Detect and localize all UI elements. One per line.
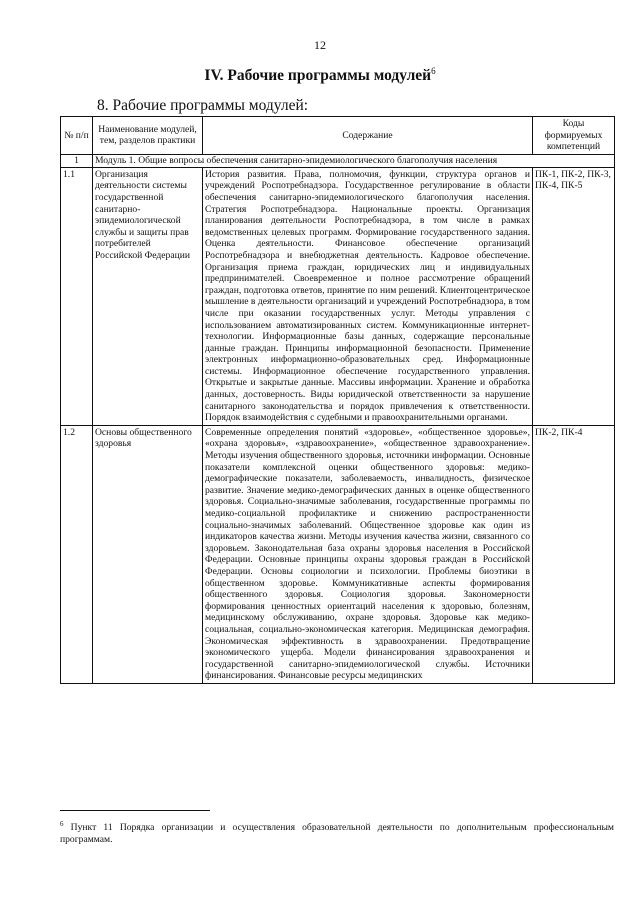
header-num: № п/п — [61, 117, 93, 155]
footnote-divider — [60, 810, 210, 811]
row-content: Современные определения понятий «здоровье», «общественное здоровье», «охрана здоровья», «здравоохранение», «общественное здравоохранение». Методы изучения общественного здоровья, источники информации. Основные показатели комплексной оценки общественного здоровья: медико-демографические показатели, заболеваемость, инвалидность, физическое развитие. Значение медико-демографических данных в оценке общественного здоровья. Социально-значимые заболевания, государственные программы по медико-социальной профилактике и снижению распространенности социально-значимых заболеваний. Общественное здоровье как один из индикаторов качества жизни. Методы изучения качества жизни, связанного со здоровьем. Законодательная база охраны здоровья населения в Российской Федерации. Основные принципы охраны здоровья граждан в Российской Федерации. Основы социологии и психологии. Проблемы биоэтики в общественном здоровье. Коммуникативные аспекты формирования общественного здоровья. Социология здоровья. Закономерности формирования ценностных ориентаций населения к здоровью, болезням, медицинскому обслуживанию, охране здоровья. Здоровье как медико-социальная, социально-экономическая категория. Медицинская демография. Экономическая эффективность в здравоохранении. Предотвращение экономического ущерба. Модели финансирования здравоохранения и государственной санитарно-эпидемиологической службы. Источники финансирования. Финансовые ресурсы медицинских — [203, 425, 533, 683]
module-row — [61, 154, 615, 167]
footnote-reference: 6 — [431, 66, 436, 76]
header-codes: Коды формируемых компетенций — [533, 117, 615, 155]
section-title — [0, 66, 640, 85]
row-num: 1.1 — [61, 167, 93, 425]
row-codes: ПК-1, ПК-2, ПК-3, ПК-4, ПК-5 — [533, 167, 615, 425]
footnote — [60, 818, 614, 846]
row-name: Основы общественного здоровья — [93, 425, 203, 683]
row-num: 1.2 — [61, 425, 93, 683]
module-num: 1 — [61, 154, 93, 167]
table-row — [61, 167, 615, 425]
row-name: Организация деятельности системы государственной санитарно-эпидемиологической службы и защиты прав потребителей Российской Федерации — [93, 167, 203, 425]
section-title-text: IV. Рабочие программы модулей — [204, 67, 432, 85]
module-title: Модуль 1. Общие вопросы обеспечения санитарно-эпидемиологического благополучия населения — [93, 154, 615, 167]
footnote-text: Пункт 11 Порядка организации и осуществления образовательной деятельности по дополнительным профессиональным программам. — [60, 822, 614, 846]
page-number: 12 — [314, 38, 326, 52]
row-codes: ПК-2, ПК-4 — [533, 425, 615, 683]
row-content: История развития. Права, полномочия, функции, структура органов и учреждений Роспотребнадзора. Государственное регулирование в области обеспечения санитарно-эпидемиологического благополучия населения. Стратегия Роспотребнадзора. Национальные проекты. Организация планирования деятельности Роспотребнадзора, в том числе в рамках ведомственных целевых программ. Формирование государственного задания. Оценка деятельности. Финансовое обеспечение организаций Роспотребнадзора и внебюджетная деятельность. Кадровое обеспечение. Организация приема граждан, юридических лиц и индивидуальных предпринимателей. Своевременное и полное рассмотрение обращений граждан, подготовка ответов, принятие по ним решений. Клиентоцентрическое мышление в деятельности организаций и учреждений Роспотребнадзора, в том числе при оказании государственных услуг. Методы управления с использованием автоматизированных систем. Коммуникационные интернет-технологии. Информационные базы данных, содержащие персональные данные граждан. Принципы информационной безопасности. Применение электронных информационно-образовательных сред. Информационные системы. Информационное обеспечение государственного управления. Открытые и закрытые данные. Массивы информации. Хранение и обработка данных, достоверность. Виды юридической ответственности за нарушение санитарного законодательства и порядок привлечения к ответственности. Порядок взаимодействия с судебными и правоохранительными органами. — [203, 167, 533, 425]
subsection-title: 8. Рабочие программы модулей: — [97, 97, 309, 114]
footnote-mark: 6 — [60, 820, 64, 828]
header-name: Наименование модулей, тем, разделов практики — [93, 117, 203, 155]
table-header-row — [61, 117, 615, 155]
table-row — [61, 425, 615, 683]
header-content: Содержание — [203, 117, 533, 155]
modules-table — [60, 116, 615, 684]
